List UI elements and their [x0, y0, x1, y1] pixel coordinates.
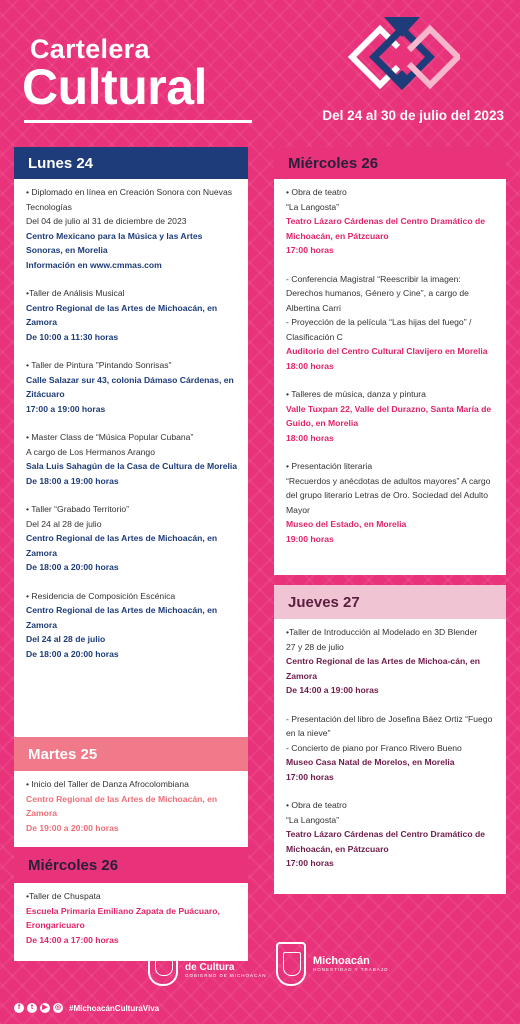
event-item — [286, 272, 498, 374]
event-item — [26, 889, 240, 947]
event-desc: 27 y 28 de julio — [286, 641, 344, 652]
event-place: Centro Regional de las Artes de Michoacán, en Zamora — [26, 793, 218, 818]
day-heading: Miércoles 26 — [14, 847, 248, 883]
day-heading: Martes 25 — [14, 737, 248, 771]
logo-line: de Cultura — [185, 961, 235, 973]
day-heading: Jueves 27 — [274, 585, 506, 619]
event-title: • Diplomado en línea en Creación Sonora con Nuevas Tecnologías — [26, 187, 233, 212]
event-item — [26, 777, 240, 835]
event-item — [26, 589, 240, 662]
event-title: •Taller de Introducción al Modelado en 3D Blender — [286, 627, 478, 637]
header-date: Del 24 al 30 de julio del 2023 — [322, 108, 504, 123]
event-time: 17:00 horas — [286, 245, 334, 255]
event-place: Calle Salazar sur 43, colonia Dámaso Cárdenas, en Zitácuaro — [26, 374, 234, 399]
event-desc: - Concierto de piano por Franco Rivero Bueno — [286, 742, 462, 753]
event-place: Sala Luis Sahagún de la Casa de Cultura de Morelia — [26, 461, 238, 471]
event-item — [26, 502, 240, 575]
event-item — [26, 430, 240, 488]
event-place: Escuela Primaria Emiliano Zapata de Puácuaro, Erongarícuaro — [26, 905, 220, 930]
event-time: De 14:00 a 17:00 horas — [26, 934, 119, 945]
header-rule — [24, 120, 252, 123]
instagram-icon[interactable]: ◎ — [54, 1004, 62, 1011]
event-time: 18:00 horas — [286, 360, 334, 371]
event-time: 17:00 horas — [286, 771, 334, 782]
event-time: 19:00 horas — [286, 533, 334, 544]
event-place: Auditorio del Centro Cultural Clavijero en Morelia — [286, 346, 488, 356]
event-title: • Taller de Pintura "Pintando Sonrisas" — [26, 360, 172, 370]
right-column — [274, 147, 506, 894]
event-title: • Obra de teatro — [286, 800, 347, 810]
event-place: Valle Tuxpan 22, Valle del Durazno, Santa María de Guido, en Morelia — [286, 403, 492, 428]
day-body — [14, 179, 248, 737]
youtube-icon[interactable]: ▶ — [40, 1003, 50, 1013]
event-desc: Del 24 al 28 de julio — [26, 518, 102, 529]
event-title: •Taller de Chuspata — [26, 891, 101, 901]
event-desc: Del 04 de julio al 31 de diciembre de 2023 — [26, 216, 187, 226]
coat-of-arms-icon — [276, 942, 306, 986]
event-time: De 10:00 a 11:30 horas — [26, 331, 119, 342]
day-heading: Lunes 24 — [14, 147, 248, 179]
event-title: • Master Class de “Música Popular Cubana” — [26, 432, 194, 442]
logo-subtitle: GOBIERNO DE MICHOACÁN — [185, 972, 267, 978]
event-desc: “La Langosta” — [286, 814, 340, 825]
event-item — [286, 185, 498, 258]
logo-subtitle: HONESTIDAD Y TRABAJO — [313, 967, 389, 972]
event-item — [26, 185, 240, 272]
logo-line: Michoacán — [313, 955, 370, 967]
day-section-jueves — [274, 585, 506, 894]
event-item — [286, 387, 498, 445]
event-time: 17:00 horas — [286, 858, 334, 868]
day-body — [274, 179, 506, 575]
event-desc: “Recuerdos y anécdotas de adultos mayores” A cargo del grupo literario Letras de Oro. Sociedad del Adulto Mayor — [286, 475, 491, 515]
day-section-lunes — [14, 147, 248, 737]
event-place: Centro Regional de las Artes de Michoacán, en Zamora — [26, 302, 218, 327]
event-item — [286, 625, 498, 698]
event-title: - Presentación del libro de Josefina Báez Ortiz “Fuego en la nieve” — [286, 713, 493, 738]
diamond-logo — [322, 12, 460, 102]
header-title-big: Cultural — [22, 59, 207, 115]
day-section-martes — [14, 737, 248, 847]
event-item — [26, 286, 240, 344]
hashtag: #MichoacánCulturaViva — [69, 1003, 160, 1013]
event-time: 17:00 a 19:00 horas — [26, 403, 106, 414]
event-title: • Talleres de música, danza y pintura — [286, 389, 426, 399]
event-place: Museo Casa Natal de Morelos, en Morelia — [286, 757, 455, 767]
event-time: De 18:00 a 19:00 horas — [26, 475, 119, 486]
coat-of-arms-icon — [148, 942, 178, 986]
event-time: De 14:00 a 19:00 horas — [286, 685, 379, 695]
social-links — [14, 1003, 159, 1013]
header-title-small: Cartelera — [30, 34, 150, 64]
event-item — [286, 712, 498, 785]
event-title: - Conferencia Magistral “Reescribir la imagen: Derechos humanos, Género y Cine”, a cargo de Albertina Carri — [286, 273, 469, 313]
event-item — [26, 358, 240, 416]
secretaria-cultura-logo — [148, 942, 267, 986]
day-body — [14, 771, 248, 847]
event-time: Del 24 al 28 de julio De 18:00 a 20:00 horas — [26, 634, 119, 659]
event-time: Información en www.cmmas.com — [26, 259, 162, 270]
event-place: Centro Regional de las Artes de Michoacán, en Zamora — [26, 605, 218, 630]
event-time: De 18:00 a 20:00 horas — [26, 562, 119, 572]
event-place: Centro Mexicano para la Música y las Artes Sonoras, en Morelia — [26, 230, 203, 255]
event-place: Museo del Estado, en Morelia — [286, 519, 407, 529]
event-desc: “La Langosta” — [286, 201, 340, 212]
event-place: Teatro Lázaro Cárdenas del Centro Dramático de Michoacán, en Pátzcuaro — [286, 216, 485, 241]
twitter-icon[interactable]: t — [27, 1003, 37, 1013]
event-place: Centro Regional de las Artes de Michoacán, en Zamora — [26, 533, 218, 558]
left-column — [14, 147, 248, 961]
event-title: • Presentación literaria — [286, 461, 373, 471]
logo-line: Secretaría — [185, 950, 234, 962]
event-place: Centro Regional de las Artes de Michoa-cán, en Zamora — [286, 656, 481, 681]
event-time: De 19:00 a 20:00 horas — [26, 822, 119, 833]
event-item — [286, 798, 498, 871]
facebook-icon[interactable]: f — [14, 1003, 24, 1013]
event-title: •Taller de Análisis Musical — [26, 288, 125, 298]
event-title: • Taller “Grabado Territorio” — [26, 504, 129, 514]
day-section-miercoles-right — [274, 147, 506, 575]
event-desc: - Proyección de la película “Las hijas del fuego” / Clasificación C — [286, 317, 472, 342]
event-desc: A cargo de Los Hermanos Arango — [26, 446, 155, 457]
michoacan-logo — [276, 942, 389, 986]
event-title: • Inicio del Taller de Danza Afrocolombiana — [26, 779, 189, 789]
event-place: Teatro Lázaro Cárdenas del Centro Dramático de Michoacán, en Pátzcuaro — [286, 829, 485, 854]
event-title: • Residencia de Composición Escénica — [26, 590, 176, 601]
event-time: 18:00 horas — [286, 432, 334, 443]
day-body — [274, 619, 506, 894]
day-heading: Miércoles 26 — [274, 147, 506, 179]
event-title: • Obra de teatro — [286, 187, 347, 197]
event-item — [286, 459, 498, 546]
